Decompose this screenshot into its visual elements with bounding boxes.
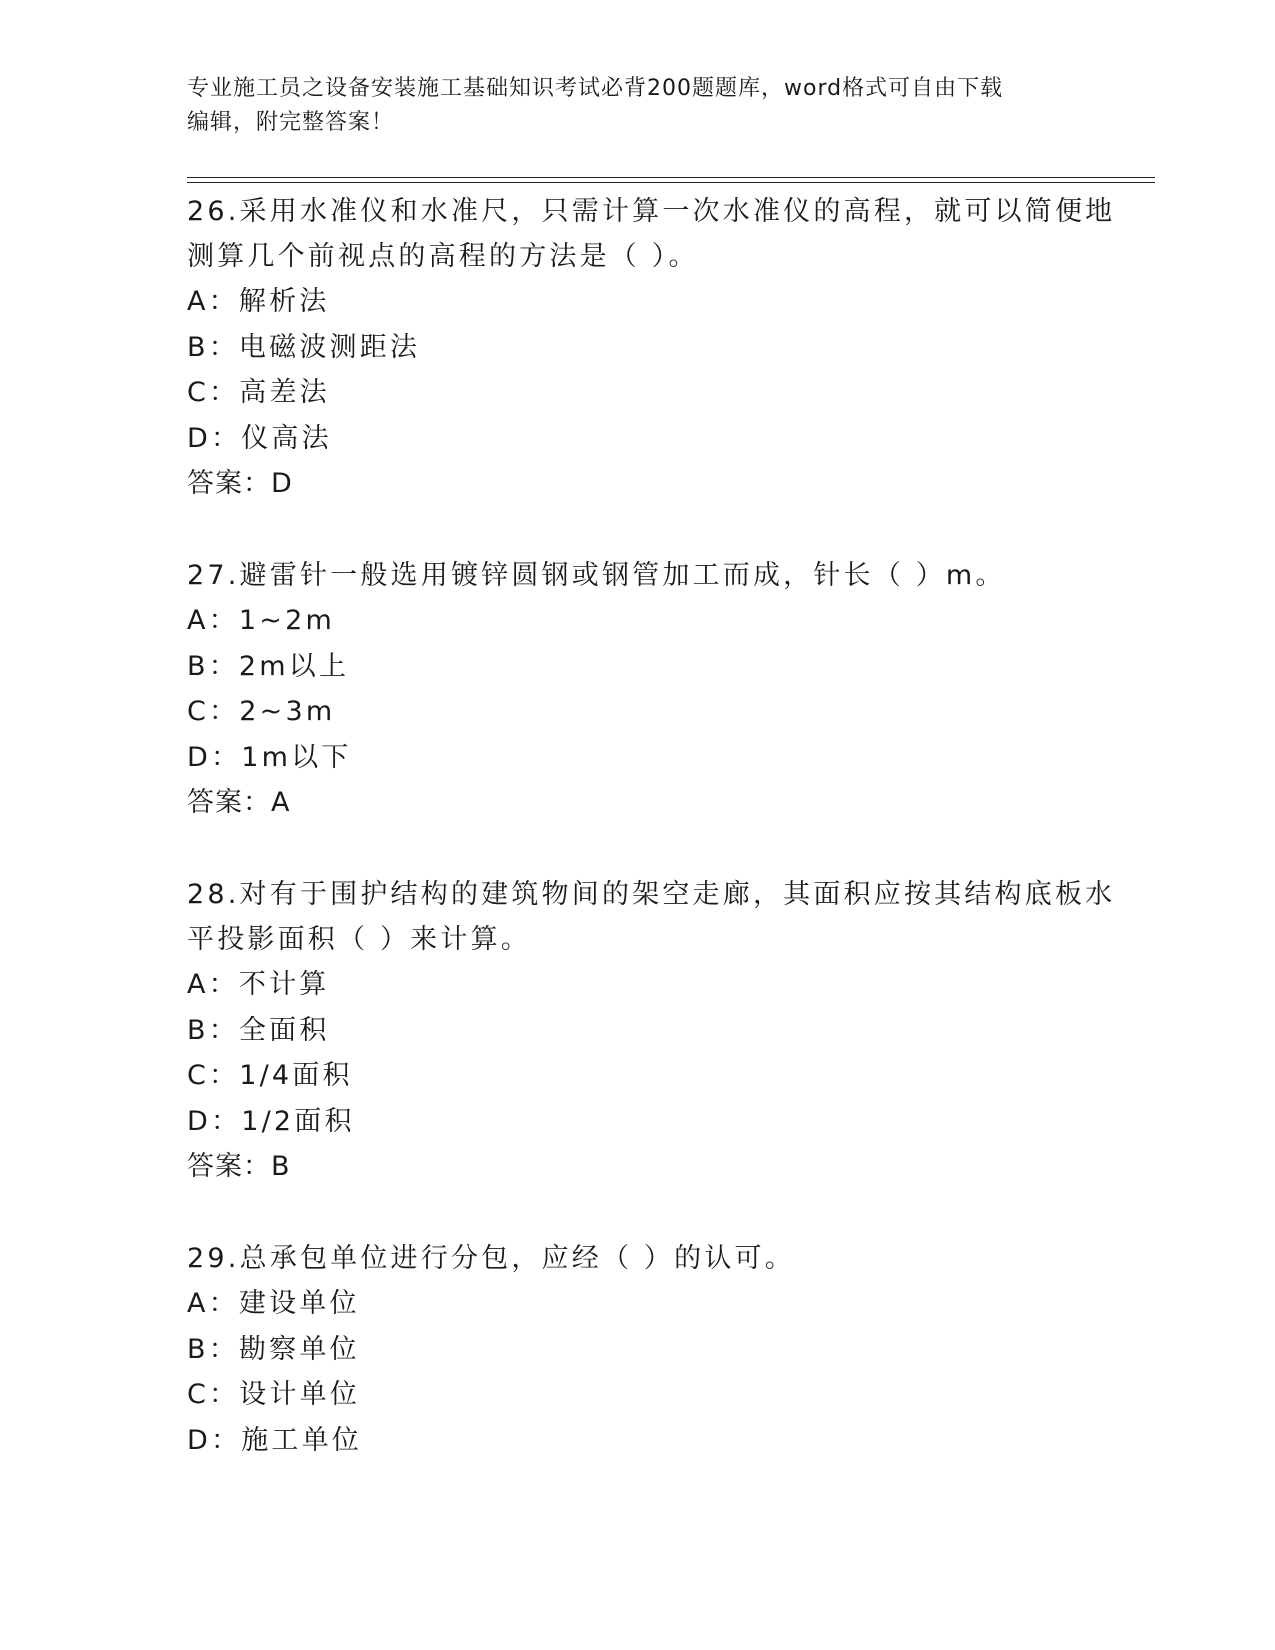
- question-stem-line: 平投影面积（ ）来计算。: [187, 924, 531, 955]
- option-a: A：建设单位: [187, 1288, 360, 1319]
- question-list: [187, 189, 1116, 1463]
- header-line-2: 编辑，附完整答案！: [187, 110, 395, 135]
- option-d: D：1m以下: [187, 741, 352, 773]
- header-divider-bottom: [187, 182, 1155, 183]
- option-c: C：2~3m: [187, 696, 336, 727]
- option-b: B：2m以上: [187, 650, 350, 682]
- question-stem: [187, 872, 1116, 962]
- answer-line: 答案：D: [187, 468, 293, 499]
- option-a: A：解析法: [187, 286, 330, 317]
- document-header: [187, 72, 1087, 140]
- question-stem-line: 29.总承包单位进行分包，应经（ ）的认可。: [187, 1243, 795, 1274]
- option-b: B：电磁波测距法: [187, 331, 421, 363]
- question-28: [187, 872, 1116, 1189]
- question-spacer: [187, 1189, 1087, 1236]
- question-spacer: [187, 506, 1087, 553]
- option-b: B：勘察单位: [187, 1333, 360, 1365]
- option-c: C：高差法: [187, 377, 330, 408]
- question-stem: [187, 1236, 1087, 1281]
- answer-line: 答案：B: [187, 1151, 291, 1182]
- option-d: D：1/2面积: [187, 1105, 355, 1137]
- option-d: D：仪高法: [187, 422, 332, 454]
- option-c: C：设计单位: [187, 1379, 361, 1410]
- answer-line: 答案：A: [187, 787, 291, 818]
- option-d: D：施工单位: [187, 1424, 362, 1456]
- option-a: A：1~2m: [187, 605, 335, 636]
- question-stem: [187, 189, 1116, 279]
- question-stem: [187, 553, 1087, 598]
- question-stem-line: 26.采用水准仪和水准尺，只需计算一次水准仪的高程，就可以简便地: [187, 196, 1116, 227]
- question-27: [187, 553, 1087, 825]
- question-stem-line: 28.对有于围护结构的建筑物间的架空走廊，其面积应按其结构底板水: [187, 879, 1116, 910]
- question-stem-line: 27.避雷针一般选用镀锌圆钢或钢管加工而成，针长（ ）m。: [187, 560, 1006, 591]
- option-b: B：全面积: [187, 1014, 330, 1046]
- option-c: C：1/4面积: [187, 1060, 353, 1091]
- header-divider-top: [187, 177, 1155, 178]
- option-a: A：不计算: [187, 969, 330, 1000]
- question-stem-line: 测算几个前视点的高程的方法是（ ）。: [187, 241, 699, 272]
- question-29: [187, 1236, 1087, 1463]
- question-26: [187, 189, 1116, 506]
- header-line-1: 专业施工员之设备安装施工基础知识考试必背200题题库，word格式可自由下载: [187, 76, 1004, 101]
- question-spacer: [187, 825, 1087, 872]
